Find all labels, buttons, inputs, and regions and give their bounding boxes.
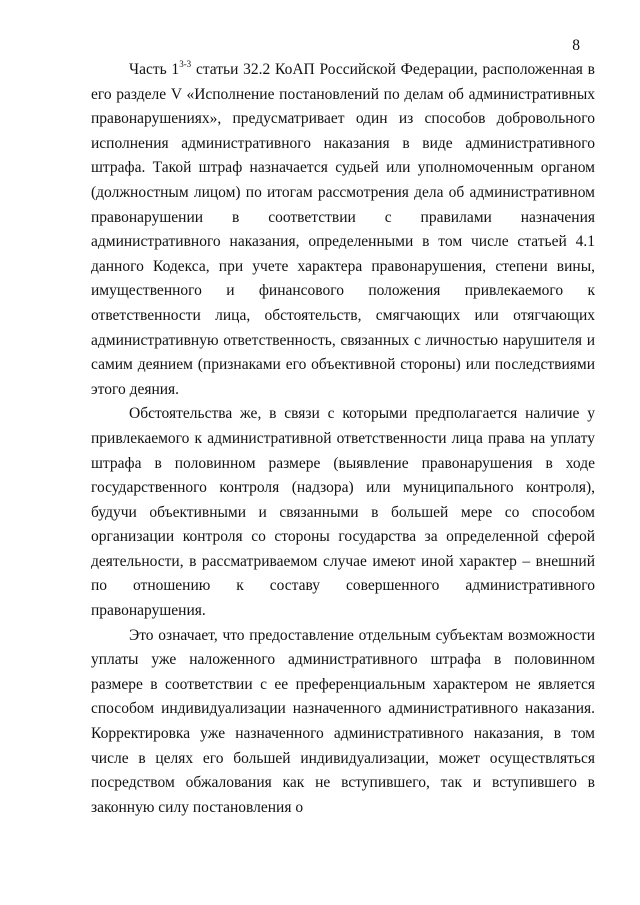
document-body [91, 58, 595, 820]
paragraph-2: Обстоятельства же, в связи с которыми предполагается наличие у привлекаемого к административной ответственности лица права на уплату штрафа в половинном размере (выявление правонарушения в ходе государственного контроля (надзора) или муниципального контроля), будучи объективными и связанными в большей мере со способом организации контроля со стороны государства за определенной сферой деятельности, в рассматриваемом случае имеют иной характер – внешний по отношению к составу совершенного административного правонарушения. [91, 405, 595, 620]
paragraph-3: Это означает, что предоставление отдельным субъектам возможности уплаты уже наложенного административного штрафа в половинном размере в соответствии с ее преференциальным характером не является способом индивидуализации назначенного административного наказания. Корректировка уже назначенного административного наказания, в том числе в целях его большей индивидуализации, может осуществляться посредством обжалования как не вступившего, так и вступившего в законную силу постановления о [91, 626, 595, 816]
paragraph-1-text: статьи 32.2 КоАП Российской Федерации, расположенная в его разделе V «Исполнение постановлений по делам об административных правонарушениях», предусматривает один из способов добровольного исполнения административного наказания в виде административного штрафа. Такой штраф назначается судьей или уполномоченным органом (должностным лицом) по итогам рассмотрения дела об административном правонарушении в соответствии с правилами назначения административного наказания, определенными в том числе статьей 4.1 данного Кодекса, при учете характера правонарушения, степени вины, имущественного и финансового положения привлекаемого к ответственности лица, обстоятельств, смягчающих или отягчающих административную ответственность, связанных с личностью нарушителя и самим деянием (признаками его объективной стороны) или последствиями этого деяния. [91, 61, 595, 398]
paragraph-1 [91, 58, 595, 402]
page-number: 8 [572, 37, 580, 54]
paragraph-1-lead: Часть 1 [129, 61, 180, 78]
paragraph-1-superscript: 3-3 [179, 59, 192, 69]
